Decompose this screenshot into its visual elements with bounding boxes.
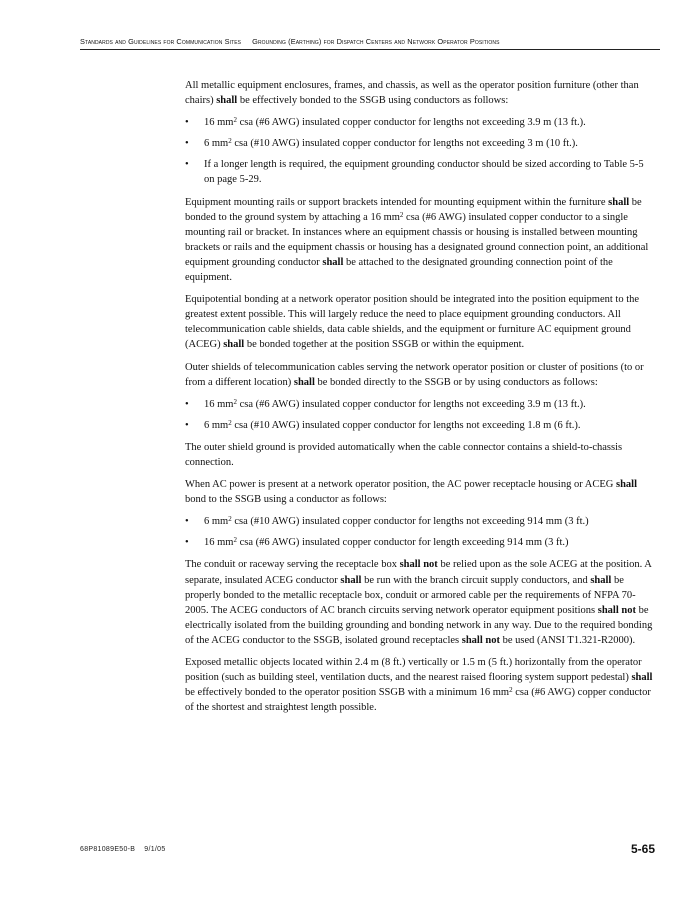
bullet-glyph: •: [185, 138, 189, 150]
paragraph-6: When AC power is present at a network operator position, the AC power receptacle housing or ACEG shall bond to the SSGB using a conductor as follows:: [185, 479, 637, 506]
bullet-list-2: [185, 397, 656, 433]
list-item: • 6 $mm^2$ csa (#10 AWG) insulated copper conductor for lengths not exceeding 1.8 m (6 ft.).: [185, 418, 656, 433]
document-date: 9/1/05: [144, 846, 166, 853]
bullet-glyph: •: [185, 419, 189, 431]
document-number: 68P81089E50-B: [80, 846, 136, 853]
paragraph-1: All metallic equipment enclosures, frames, and chassis, as well as the operator position furniture (other than chairs) shall be effectively bonded to the SSGB using conductors as follows:: [185, 80, 639, 107]
bullet-list-1: [185, 115, 656, 187]
page-number: 5-65: [630, 842, 655, 856]
bullet-list-3: [185, 514, 656, 550]
header-right-title: Grounding (Earthing) for Dispatch Centers and Network Operator Positions: [252, 37, 500, 46]
bullet-glyph: •: [185, 117, 189, 129]
paragraph-3: Equipotential bonding at a network operator position should be integrated into the position equipment to the greatest extent possible. This will largely reduce the need to place equipment grounding conductors. All telecommunication cable shields, data cable shields, and the equipment or furniture AC equipment ground (ACEG) shall be bonded together at the position SSGB or within the equipment.: [185, 294, 640, 351]
footer-doc-info: [80, 846, 166, 853]
running-header: [80, 37, 660, 46]
bullet-glyph: •: [185, 159, 189, 171]
paragraph-8: Exposed metallic objects located within 2.4 m (8 ft.) vertically or 1.5 m (5 ft.) horizontally from the operator position (such as building steel, ventilation ducts, and the nearest raised flooring system support pedestal) shall be effectively bonded to the operator position SSGB with a minimum 16 $mm^2$ csa (#6 AWG) copper conductor of the shortest and straightest length possible.: [185, 657, 653, 714]
paragraph-2: Equipment mounting rails or support brackets intended for mounting equipment within the furniture shall be bonded to the ground system by attaching a 16 $mm^2$ csa (#6 AWG) insulated copper conductor to a single mounting rail or bracket. In instances where an equipment chassis or housing is installed between mounting brackets or rails and the equipment chassis or housing has a designated ground connection point, an additional equipment grounding conductor shall be attached to the designated grounding connection point of the equipment.: [185, 196, 649, 284]
body-text: [185, 78, 656, 722]
bullet-glyph: •: [185, 516, 189, 528]
list-item: • 6 $mm^2$ csa (#10 AWG) insulated copper conductor for lengths not exceeding 914 mm (3 ft.): [185, 514, 656, 529]
list-item: • 16 $mm^2$ csa (#6 AWG) insulated copper conductor for length exceeding 914 mm (3 ft.): [185, 535, 656, 550]
header-divider: [80, 49, 660, 50]
header-left-title: Standards and Guidelines for Communication Sites: [80, 37, 242, 46]
list-item: • 16 $mm^2$ csa (#6 AWG) insulated copper conductor for lengths not exceeding 3.9 m (13 ft.).: [185, 397, 656, 412]
list-item: • If a longer length is required, the equipment grounding conductor should be sized according to Table 5-5 on page 5-29.: [185, 159, 644, 186]
list-item: • 16 $mm^2$ csa (#6 AWG) insulated copper conductor for lengths not exceeding 3.9 m (13 ft.).: [185, 115, 656, 130]
bullet-glyph: •: [185, 537, 189, 549]
paragraph-7: The conduit or raceway serving the receptacle box shall not be relied upon as the sole ACEG at the position. A separate, insulated ACEG conductor shall be run with the branch circuit supply conductors, and shall be properly bonded to the metallic receptacle box, conduit or armored cable per the requirements of NFPA 70-2005. The ACEG conductors of AC branch circuits serving network operator equipment positions shall not be electrically isolated from the building grounding and bonding network in any way. Due to the required bonding of the ACEG conductor to the SSGB, isolated ground receptacles shall not be used (ANSI T1.321-R2000).: [185, 559, 653, 646]
bullet-glyph: •: [185, 398, 189, 410]
paragraph-4: Outer shields of telecommunication cables serving the network operator position or cluster of positions (to or from a different location) shall be bonded directly to the SSGB or by using conductors as follows:: [185, 361, 644, 388]
list-item: • 6 $mm^2$ csa (#10 AWG) insulated copper conductor for lengths not exceeding 3 m (10 ft.).: [185, 136, 656, 151]
paragraph-5: The outer shield ground is provided automatically when the cable connector contains a shield-to-chassis connection.: [185, 441, 623, 468]
